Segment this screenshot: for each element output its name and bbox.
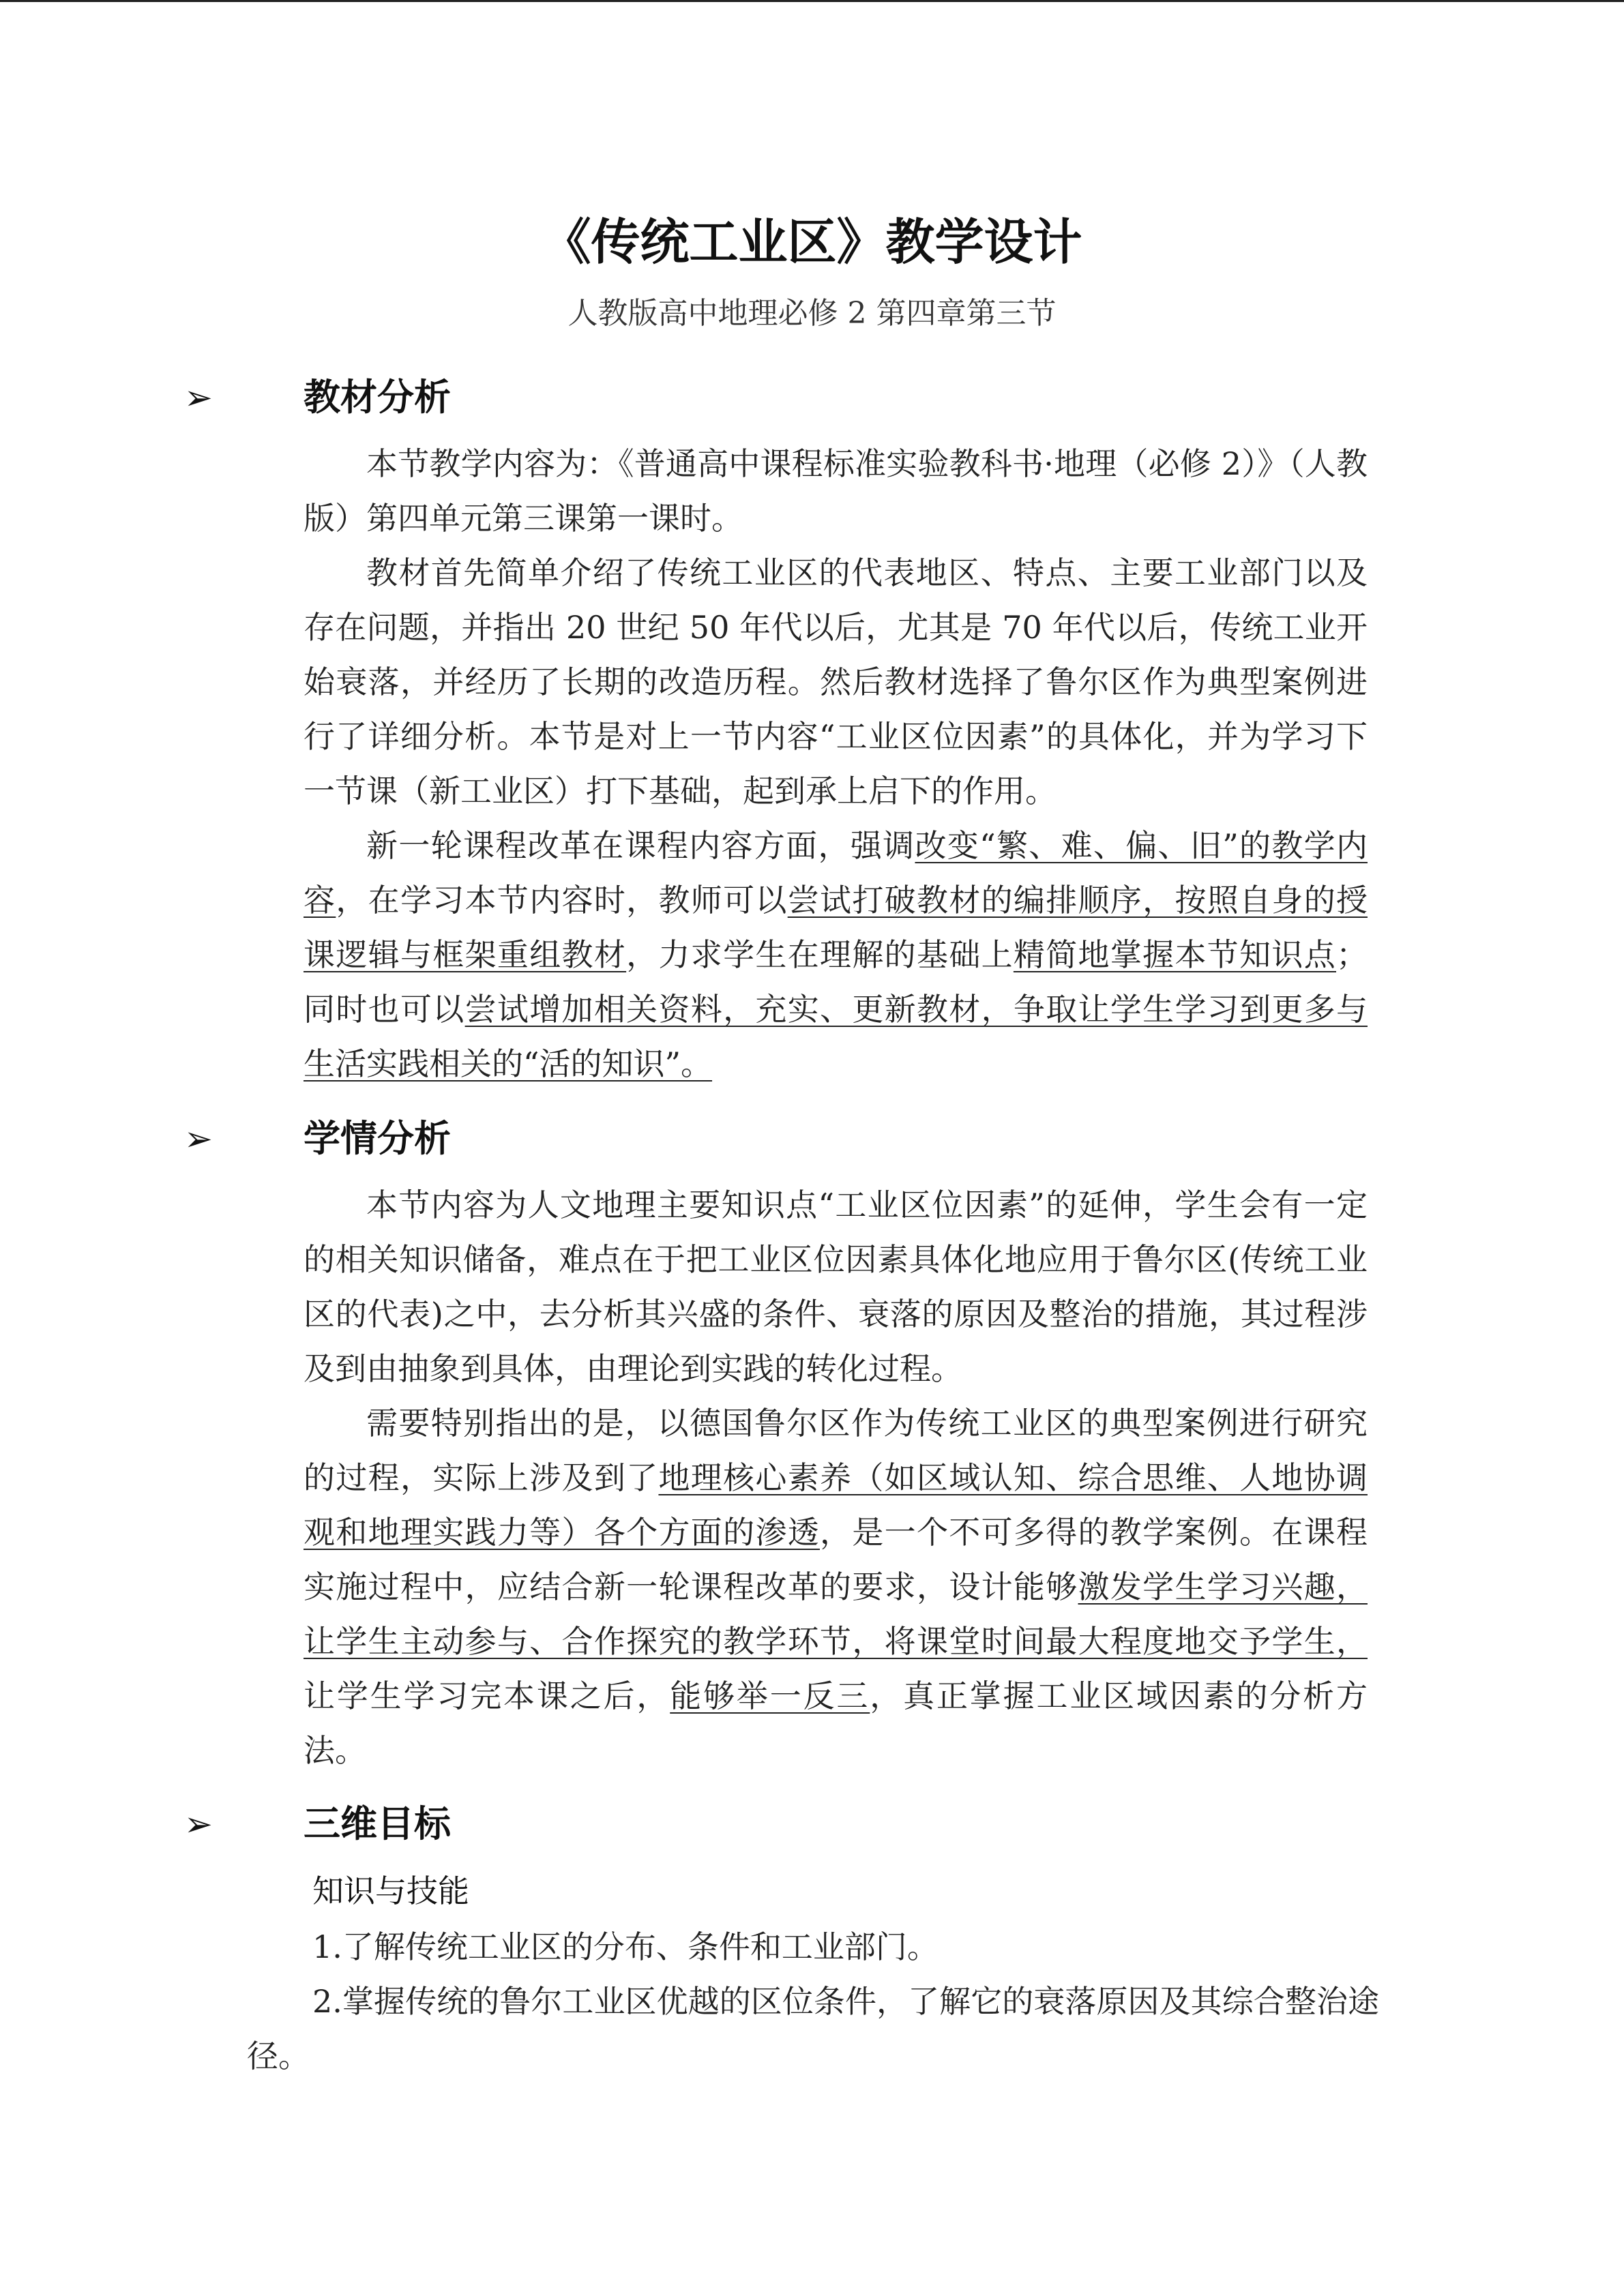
section-heading-textbook-analysis bbox=[184, 367, 1412, 428]
page-top-border bbox=[0, 0, 1624, 2]
section-heading-three-dimensional-goals bbox=[184, 1793, 1412, 1855]
text-run: ；同时也可以 bbox=[304, 936, 1368, 1028]
section-heading-learner-analysis bbox=[184, 1108, 1412, 1169]
paragraph bbox=[304, 546, 1368, 818]
text-run: ，力求学生在理解的基础上 bbox=[626, 936, 1014, 973]
paragraph bbox=[304, 818, 1368, 1091]
arrow-bullet-icon: ➢ bbox=[184, 378, 213, 417]
section-title: 教材分析 bbox=[304, 376, 451, 419]
emphasized-text: 精简地掌握本节知识点 bbox=[1013, 936, 1336, 973]
text-run: 新一轮课程改革在课程内容方面，强调 bbox=[366, 827, 915, 864]
paragraph bbox=[304, 1178, 1368, 1396]
emphasized-text: 激发学生学习兴趣，让学生主动参与、合作探究的教学环节，将课堂时间最大程度地交予学生， bbox=[304, 1568, 1368, 1660]
text-run: ，真正掌握工业区域因素的分析方法。 bbox=[304, 1678, 1368, 1769]
text-run: ，是一个不可多得的教学案例。在课程实施过程中，应结合新一轮课程改革的要求，设计能够 bbox=[304, 1514, 1368, 1605]
emphasized-text: 地理核心素养（如区域认知、综合思维、人地协调观和地理实践力等）各个方面的渗透 bbox=[304, 1459, 1368, 1551]
emphasized-text: 尝试增加相关资料，充实、更新教材，争取让学生学习到更多与生活实践相关的“活的知识”。 bbox=[304, 991, 1368, 1082]
text-run: 本节教学内容为：《普通高中课程标准实验教科书·地理（必修 2）》（人教版）第四单元第三课第一课时。 bbox=[304, 445, 1368, 537]
paragraph bbox=[304, 436, 1368, 546]
emphasized-text: 改变“繁、难、偏、旧”的教学内容 bbox=[304, 827, 1368, 919]
section-title: 三维目标 bbox=[304, 1802, 451, 1845]
document-title: 《传统工业区》教学设计 bbox=[542, 213, 1082, 271]
text-run: 教材首先简单介绍了传统工业区的代表地区、特点、主要工业部门以及存在问题，并指出 20 世纪 50 年代以后，尤其是 70 年代以后，传统工业开始衰落，并经历了长期的改造历程。然后教材选择了鲁尔区作为典型案例进行了详细分析。本节是对上一节内容“工业区位因素”的具体化，并为学习下一节课（新工业区）打下基础，起到承上启下的作用。 bbox=[304, 554, 1368, 809]
emphasized-text: 尝试打破教材的编排顺序，按照自身的授课逻辑与框架重组教材 bbox=[304, 882, 1368, 973]
paragraph bbox=[304, 1396, 1368, 1778]
text-run: ，在学习本节内容时，教师可以 bbox=[336, 882, 788, 919]
emphasized-text: 能够举一反三 bbox=[670, 1678, 870, 1714]
list-item: 2.掌握传统的鲁尔工业区优越的区位条件，了解它的衰落原因及其综合整治途径。 bbox=[247, 1983, 1379, 2074]
list-item: 1.了解传统工业区的分布、条件和工业部门。 bbox=[312, 1928, 939, 1965]
text-run: 需要特别指出的是，以德国鲁尔区作为传统工业区的典型案例进行研究的过程，实际上涉及到了 bbox=[304, 1405, 1368, 1496]
subsection-knowledge-skills: 知识与技能 bbox=[312, 1873, 469, 1909]
document-subtitle: 人教版高中地理必修 2 第四章第三节 bbox=[567, 296, 1057, 331]
text-run: 让学生学习完本课之后， bbox=[304, 1678, 670, 1714]
text-run: 本节内容为人文地理主要知识点“工业区位因素”的延伸，学生会有一定的相关知识储备，难点在于把工业区位因素具体化地应用于鲁尔区(传统工业区的代表)之中，去分析其兴盛的条件、衰落的原因及整治的措施，其过程涉及到由抽象到具体，由理论到实践的转化过程。 bbox=[304, 1187, 1368, 1387]
arrow-bullet-icon: ➢ bbox=[184, 1119, 213, 1159]
arrow-bullet-icon: ➢ bbox=[184, 1804, 213, 1844]
section-title: 学情分析 bbox=[304, 1117, 451, 1160]
